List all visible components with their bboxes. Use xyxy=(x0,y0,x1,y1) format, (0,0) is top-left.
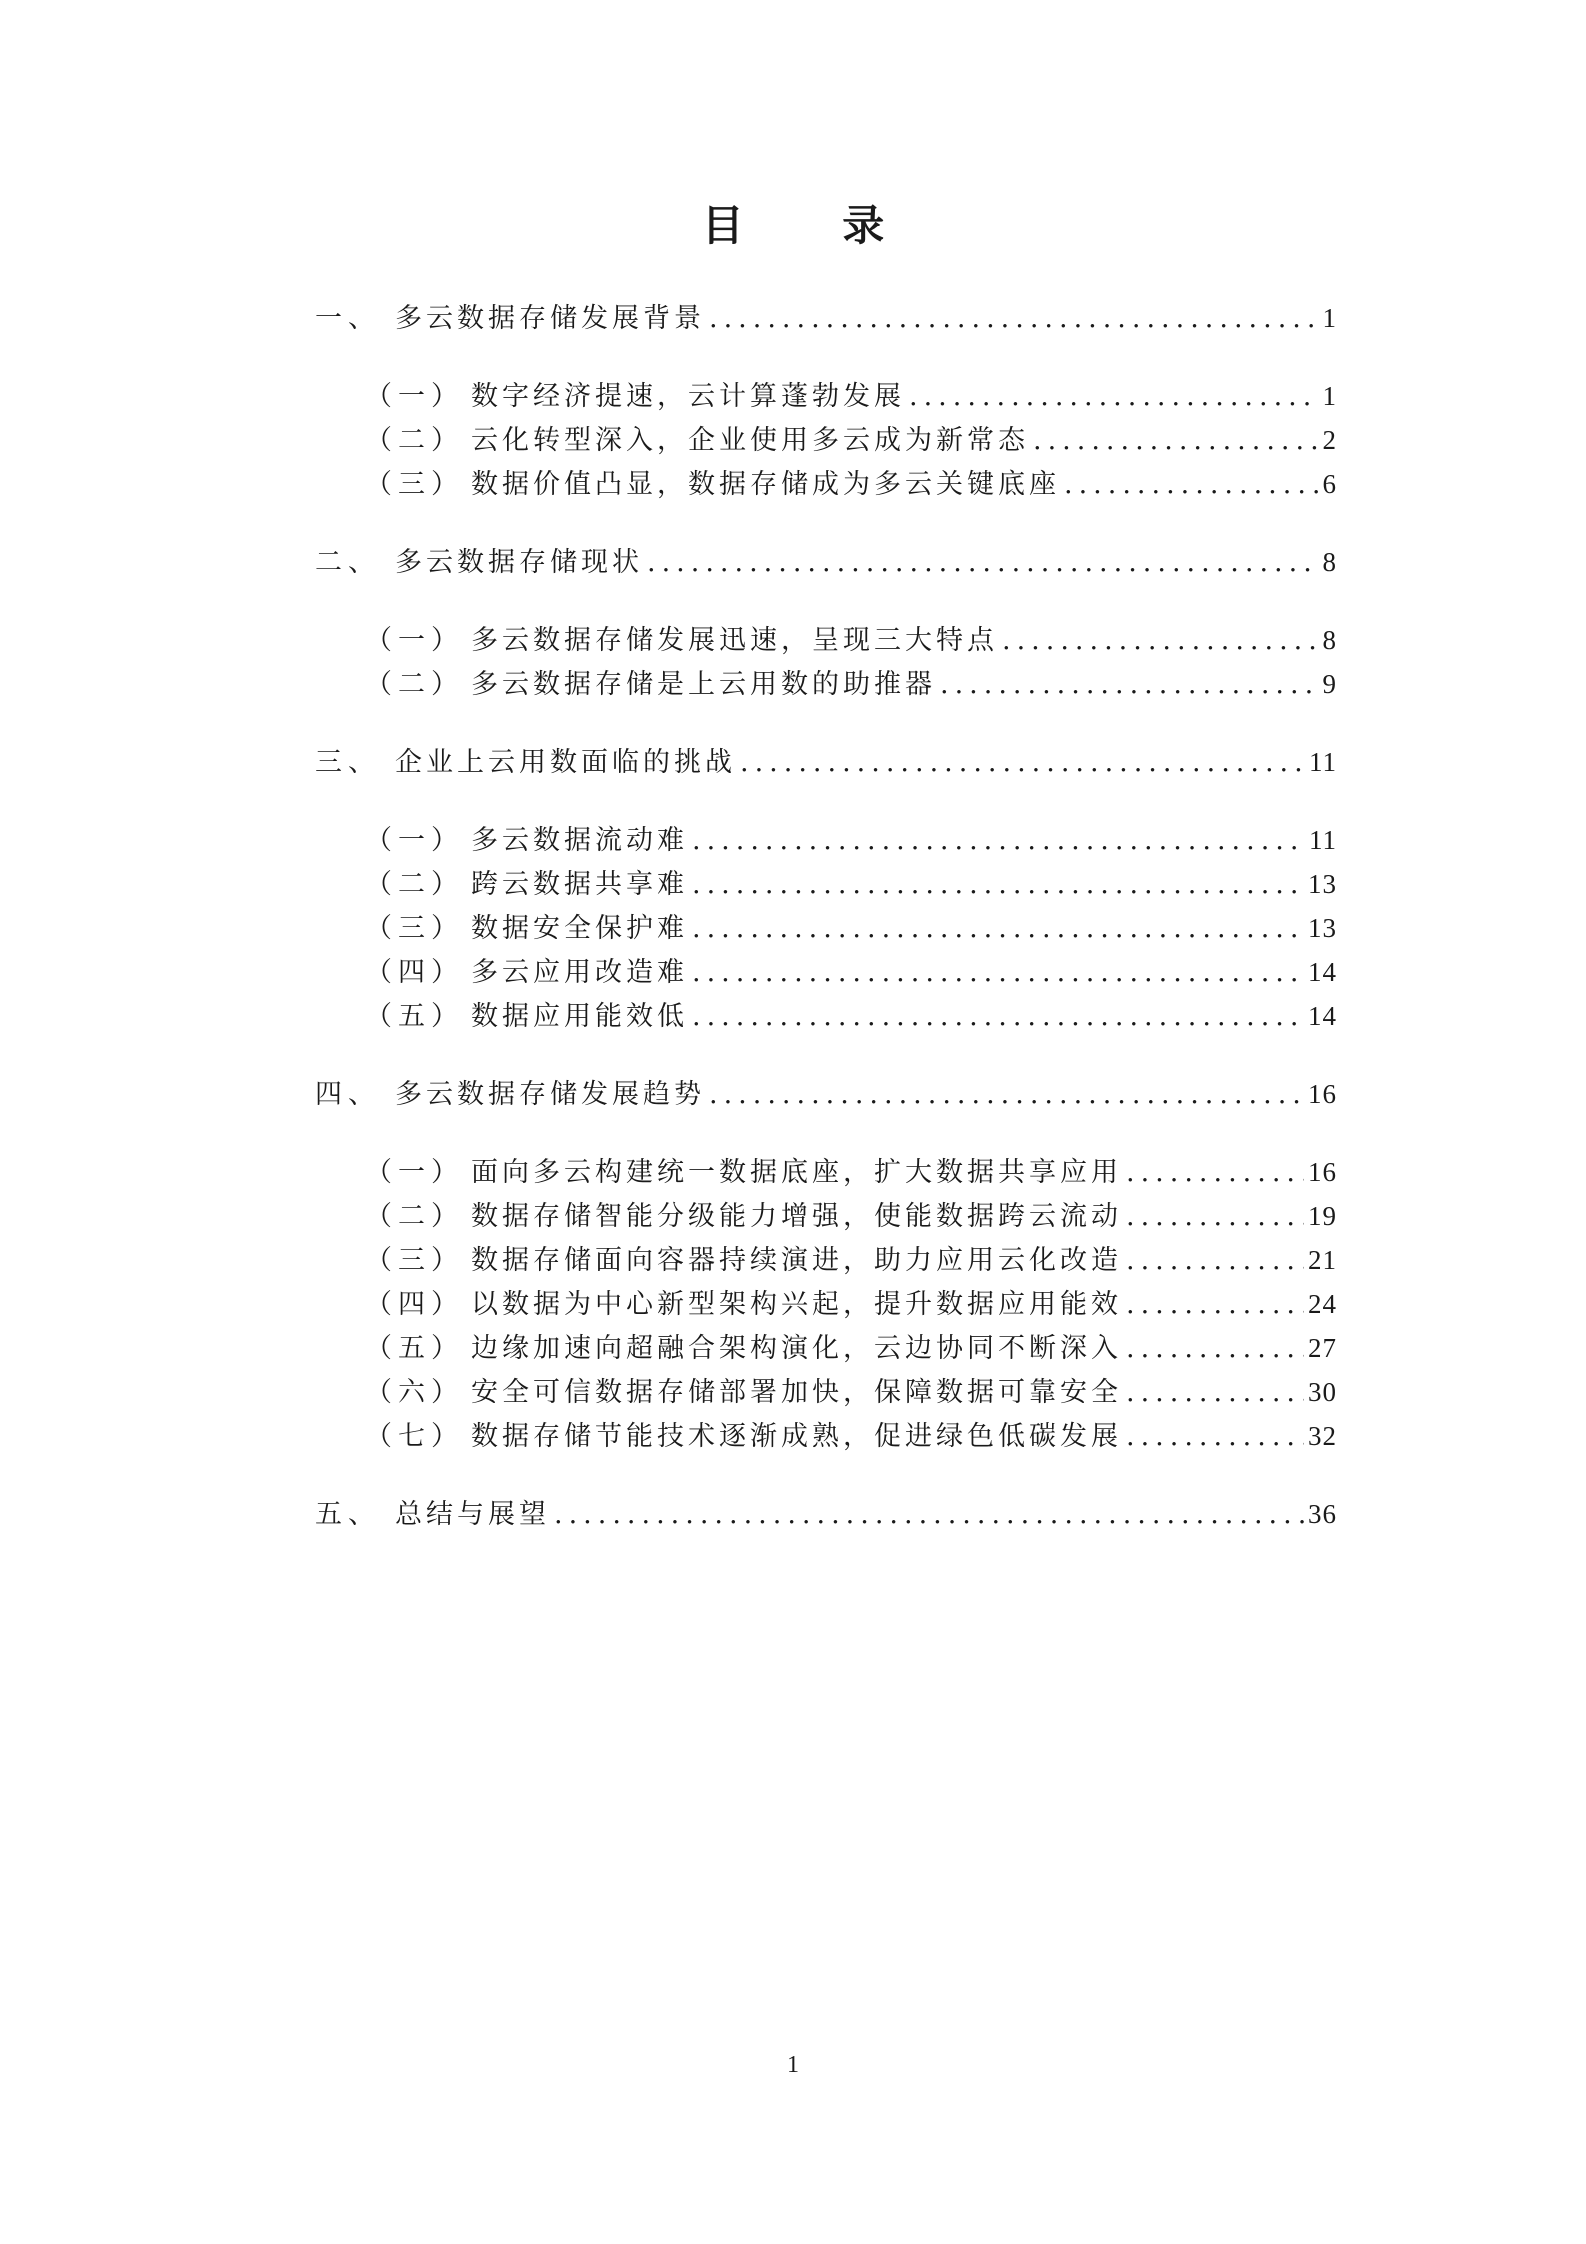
toc-entry-number: （三） xyxy=(365,469,464,500)
toc-entry-page: 27 xyxy=(1308,1333,1337,1363)
toc-entry-title: 多云数据存储发展背景 xyxy=(395,303,705,334)
toc-entry-page: 16 xyxy=(1308,1157,1337,1187)
toc-entry[interactable] xyxy=(315,1194,1337,1238)
toc-entry-title: 跨云数据共享难 xyxy=(471,869,688,900)
toc-entry-page: 13 xyxy=(1308,913,1337,943)
toc-entry[interactable] xyxy=(315,540,1337,584)
toc-entry[interactable] xyxy=(315,1072,1337,1116)
toc-dot-leader xyxy=(1126,1195,1304,1239)
toc-entry-number: 二、 xyxy=(315,547,381,578)
toc-dot-leader xyxy=(692,907,1304,951)
toc-dot-leader xyxy=(692,863,1304,907)
toc-entry-number: （一） xyxy=(365,825,464,856)
toc-entry-page: 36 xyxy=(1308,1499,1337,1529)
toc-entry-title: 多云数据流动难 xyxy=(471,825,688,856)
toc-entry-page: 14 xyxy=(1308,1001,1337,1031)
toc-entry[interactable] xyxy=(315,906,1337,950)
toc-dot-leader xyxy=(1126,1151,1304,1195)
toc-entry-number: 五、 xyxy=(315,1499,381,1530)
toc-entry-number: （一） xyxy=(365,1157,464,1188)
toc-entry[interactable] xyxy=(315,1282,1337,1326)
table-of-contents xyxy=(315,296,1337,1536)
toc-entry-number: （二） xyxy=(365,1201,464,1232)
toc-entry[interactable] xyxy=(315,1370,1337,1414)
toc-entry[interactable] xyxy=(315,1238,1337,1282)
toc-entry[interactable] xyxy=(315,662,1337,706)
toc-dot-leader xyxy=(940,663,1319,707)
toc-dot-leader xyxy=(1126,1239,1304,1283)
toc-dot-leader xyxy=(1064,463,1319,507)
toc-entry-number: （六） xyxy=(365,1377,464,1408)
toc-entry[interactable] xyxy=(315,862,1337,906)
toc-entry-title: 数据应用能效低 xyxy=(471,1001,688,1032)
toc-entry[interactable] xyxy=(315,296,1337,340)
toc-entry-page: 6 xyxy=(1322,469,1337,499)
toc-entry-number: （二） xyxy=(365,869,464,900)
toc-entry-title: 多云数据存储现状 xyxy=(395,547,643,578)
toc-entry-page: 32 xyxy=(1308,1421,1337,1451)
toc-entry-title: 安全可信数据存储部署加快，保障数据可靠安全 xyxy=(471,1377,1122,1408)
toc-entry-page: 9 xyxy=(1322,669,1337,699)
toc-dot-leader xyxy=(1033,419,1319,463)
toc-entry-number: 四、 xyxy=(315,1079,381,1110)
toc-dot-leader xyxy=(647,541,1319,585)
toc-dot-leader xyxy=(709,297,1319,341)
toc-entry[interactable] xyxy=(315,618,1337,662)
toc-dot-leader xyxy=(554,1493,1304,1537)
toc-entry-title: 数据存储面向容器持续演进，助力应用云化改造 xyxy=(471,1245,1122,1276)
toc-dot-leader xyxy=(909,375,1319,419)
toc-dot-leader xyxy=(1002,619,1319,663)
toc-entry-title: 数据存储节能技术逐渐成熟，促进绿色低碳发展 xyxy=(471,1421,1122,1452)
toc-entry[interactable] xyxy=(315,740,1337,784)
toc-entry-page: 21 xyxy=(1308,1245,1337,1275)
toc-entry-number: 一、 xyxy=(315,303,381,334)
toc-entry-page: 11 xyxy=(1309,747,1337,777)
toc-entry-page: 11 xyxy=(1309,825,1337,855)
toc-dot-leader xyxy=(740,741,1305,785)
toc-entry-title: 数字经济提速，云计算蓬勃发展 xyxy=(471,381,905,412)
toc-entry-page: 24 xyxy=(1308,1289,1337,1319)
toc-entry-title: 多云应用改造难 xyxy=(471,957,688,988)
toc-entry-page: 16 xyxy=(1308,1079,1337,1109)
toc-entry[interactable] xyxy=(315,462,1337,506)
toc-entry[interactable] xyxy=(315,818,1337,862)
toc-entry-page: 30 xyxy=(1308,1377,1337,1407)
toc-entry-page: 1 xyxy=(1322,303,1337,333)
toc-entry-number: 三、 xyxy=(315,747,381,778)
toc-dot-leader xyxy=(1126,1415,1304,1459)
toc-entry-number: （三） xyxy=(365,1245,464,1276)
toc-entry-title: 多云数据存储发展趋势 xyxy=(395,1079,705,1110)
toc-entry-title: 边缘加速向超融合架构演化，云边协同不断深入 xyxy=(471,1333,1122,1364)
toc-entry-title: 总结与展望 xyxy=(395,1499,550,1530)
toc-entry-number: （七） xyxy=(365,1421,464,1452)
toc-entry-title: 多云数据存储发展迅速，呈现三大特点 xyxy=(471,625,998,656)
toc-entry-title: 数据价值凸显，数据存储成为多云关键底座 xyxy=(471,469,1060,500)
toc-dot-leader xyxy=(692,951,1304,995)
toc-dot-leader xyxy=(709,1073,1304,1117)
toc-entry[interactable] xyxy=(315,374,1337,418)
toc-entry-page: 19 xyxy=(1308,1201,1337,1231)
toc-entry-page: 1 xyxy=(1322,381,1337,411)
toc-entry-page: 8 xyxy=(1322,547,1337,577)
toc-entry[interactable] xyxy=(315,1150,1337,1194)
toc-entry[interactable] xyxy=(315,950,1337,994)
toc-entry-title: 以数据为中心新型架构兴起，提升数据应用能效 xyxy=(471,1289,1122,1320)
toc-entry-number: （一） xyxy=(365,625,464,656)
toc-entry[interactable] xyxy=(315,1326,1337,1370)
toc-entry[interactable] xyxy=(315,418,1337,462)
toc-entry-title: 多云数据存储是上云用数的助推器 xyxy=(471,669,936,700)
toc-entry-number: （二） xyxy=(365,425,464,456)
toc-entry-title: 数据存储智能分级能力增强，使能数据跨云流动 xyxy=(471,1201,1122,1232)
toc-dot-leader xyxy=(692,995,1304,1039)
toc-entry[interactable] xyxy=(315,1414,1337,1458)
toc-entry-title: 企业上云用数面临的挑战 xyxy=(395,747,736,778)
toc-entry-page: 14 xyxy=(1308,957,1337,987)
toc-entry[interactable] xyxy=(315,1492,1337,1536)
page-title: 目 录 xyxy=(701,201,927,250)
toc-entry-title: 云化转型深入，企业使用多云成为新常态 xyxy=(471,425,1029,456)
toc-entry-number: （三） xyxy=(365,913,464,944)
toc-dot-leader xyxy=(1126,1327,1304,1371)
toc-entry-page: 8 xyxy=(1322,625,1337,655)
toc-entry-number: （四） xyxy=(365,1289,464,1320)
toc-entry-page: 2 xyxy=(1322,425,1337,455)
toc-entry-page: 13 xyxy=(1308,869,1337,899)
page-number: 1 xyxy=(787,2052,799,2078)
toc-dot-leader xyxy=(1126,1371,1304,1415)
toc-entry-number: （五） xyxy=(365,1001,464,1032)
toc-entry-number: （五） xyxy=(365,1333,464,1364)
toc-entry-title: 数据安全保护难 xyxy=(471,913,688,944)
toc-dot-leader xyxy=(692,819,1305,863)
toc-entry-number: （四） xyxy=(365,957,464,988)
toc-entry-number: （二） xyxy=(365,669,464,700)
toc-entry-title: 面向多云构建统一数据底座，扩大数据共享应用 xyxy=(471,1157,1122,1188)
toc-entry[interactable] xyxy=(315,994,1337,1038)
toc-dot-leader xyxy=(1126,1283,1304,1327)
toc-entry-number: （一） xyxy=(365,381,464,412)
